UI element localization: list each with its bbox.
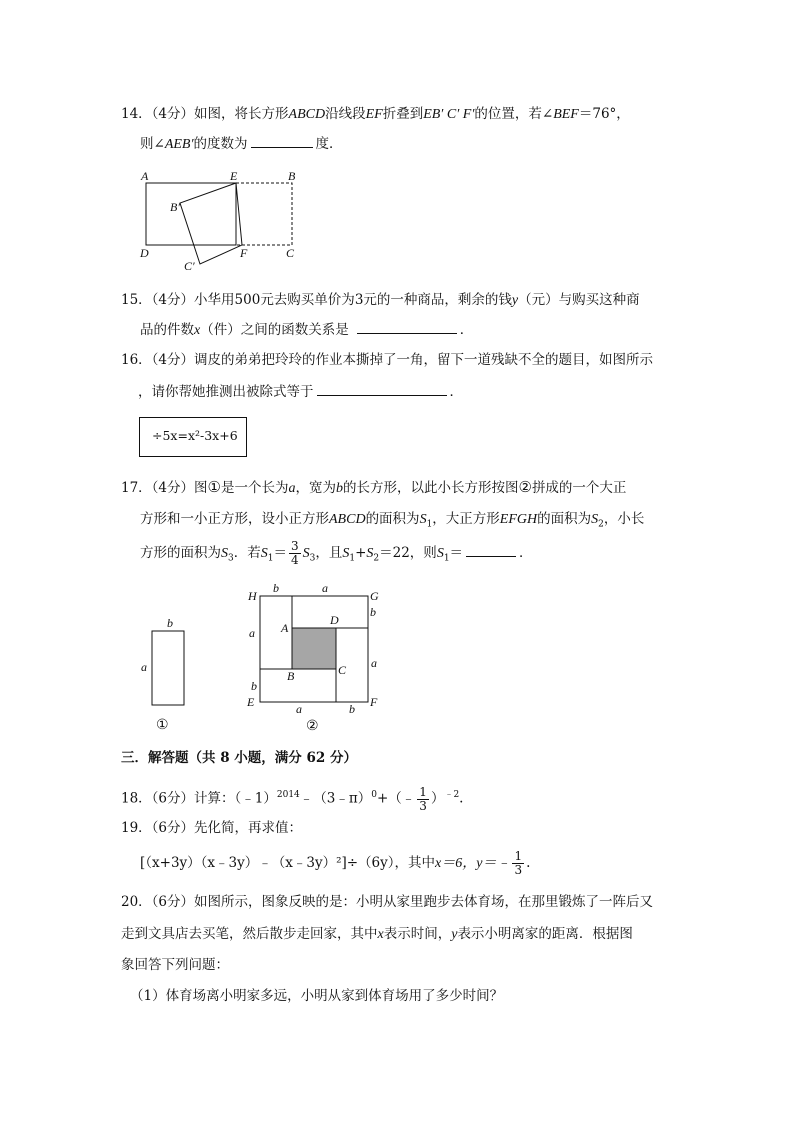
- label-a-top: a: [322, 581, 328, 595]
- question-15: 15．（4分）小华用500元去购买单价为3元的一种商品，剩余的钱y（元）与购买这种商: [121, 292, 640, 308]
- label-B: B: [288, 169, 296, 183]
- figure-q17-1: [138, 615, 198, 735]
- label-b-top: b: [273, 581, 279, 595]
- question-17-line2: 方形和一小正方形，设小正方形ABCD的面积为$S_1$，大正方形EFGH的面积为$S_2$，小长: [140, 511, 645, 530]
- label-E: E: [247, 695, 255, 709]
- figure-2-number: ②: [306, 719, 319, 734]
- label-D: D: [330, 613, 339, 627]
- label-H: H: [248, 589, 257, 603]
- label-a-left: a: [249, 626, 255, 640]
- question-19-expression: [（x+3y）（x﹣3y）﹣（x﹣3y）²]÷（6y），其中x＝6，y＝﹣ $\frac{1}{3}$ .: [140, 849, 531, 877]
- label-B-prime: B′: [170, 200, 180, 214]
- question-17-line3: 方形的面积为$S_3$．若$S_1=$ $\frac{3}{4}$ $S_3$，且$S_1+S_2=22$，则$S_1=$ ．: [140, 539, 533, 567]
- question-16-line2: ，请你帮她推测出被除式等于 ．: [138, 384, 463, 400]
- label-b: b: [167, 616, 173, 630]
- section-title: 三．解答题（共 8 小题，满分 62 分）: [121, 750, 357, 766]
- label-b-left: b: [251, 679, 257, 693]
- label-b-right-top: b: [370, 605, 376, 619]
- label-G: G: [370, 589, 379, 603]
- fraction-1-3: $\frac{1}{3}$: [514, 849, 523, 877]
- figure-q14: [136, 166, 306, 274]
- label-A: A: [281, 621, 289, 635]
- figure-q17-2: [240, 580, 390, 735]
- question-18: 18．（6分）计算：（﹣1）$^{2014}$﹣（3﹣π）$^0$+（﹣ $\frac{1}{3}$ ）$^{﹣2}$.: [121, 784, 464, 813]
- label-F: F: [240, 246, 248, 260]
- question-20: 20．（6分）如图所示，图象反映的是：小明从家里跑步去体育场，在那里锻炼了一阵后又: [121, 894, 654, 910]
- torn-problem-text: ÷5x=x²-3x+6: [152, 428, 238, 443]
- label-A: A: [141, 169, 149, 183]
- label-C-prime: C′: [184, 259, 195, 273]
- question-20-line2: 走到文具店去买笔，然后散步走回家，其中x表示时间，y表示小明离家的距离．根据图: [121, 926, 633, 942]
- question-20-line3: 象回答下列问题：: [121, 957, 229, 973]
- question-19: 19．（6分）先化简，再求值：: [121, 820, 303, 836]
- figure-1-number: ①: [156, 718, 169, 733]
- question-14-line2: 则∠AEB′的度数为 度．: [140, 136, 343, 152]
- answer-blank[interactable]: [357, 320, 457, 334]
- label-F: F: [370, 695, 378, 709]
- label-a-bottom: a: [296, 702, 302, 716]
- label-a-right: a: [371, 656, 377, 670]
- fraction-3-4: $\frac{3}{4}$: [290, 539, 299, 567]
- answer-blank[interactable]: [466, 543, 516, 557]
- label-C: C: [338, 663, 347, 677]
- label-b-bottom: b: [349, 702, 355, 716]
- question-20-sub1: （1）体育场离小明家多远，小明从家到体育场用了多少时间？: [130, 988, 504, 1004]
- label-a: a: [141, 660, 147, 674]
- question-14: 14．（4分）如图，将长方形ABCD沿线段EF折叠到EB′ C′ F′的位置，若∠BEF＝76°，: [121, 106, 630, 122]
- label-D: D: [140, 246, 149, 260]
- question-15-line2: 品的件数x（件）之间的函数关系是 ．: [140, 322, 474, 338]
- question-17: 17．（4分）图①是一个长为a，宽为b的长方形，以此小长方形按图②拼成的一个大正: [121, 478, 627, 496]
- answer-blank[interactable]: [251, 134, 313, 148]
- torn-problem-box: [139, 417, 247, 457]
- label-B: B: [287, 669, 295, 683]
- question-16: 16．（4分）调皮的弟弟把玲玲的作业本撕掉了一角，留下一道残缺不全的题目，如图所示: [121, 352, 654, 368]
- answer-blank[interactable]: [317, 382, 447, 396]
- fraction-1-3: $\frac{1}{3}$: [419, 784, 427, 813]
- label-E: E: [230, 169, 238, 183]
- label-C: C: [286, 246, 295, 260]
